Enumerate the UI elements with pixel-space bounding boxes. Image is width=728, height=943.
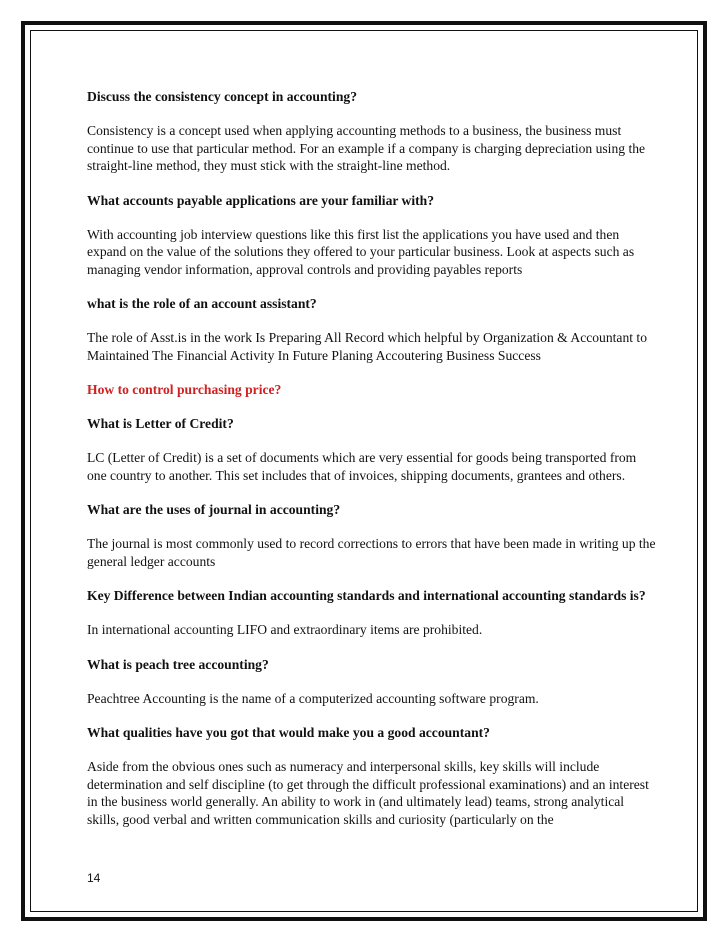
spacer bbox=[87, 707, 657, 724]
answer-journal-uses: The journal is most commonly used to record corrections to errors that have been made in writing up the general ledger accounts bbox=[87, 536, 656, 569]
spacer bbox=[87, 312, 657, 329]
question-letter-of-credit: What is Letter of Credit? bbox=[87, 416, 234, 431]
spacer bbox=[87, 639, 657, 656]
spacer bbox=[87, 209, 657, 226]
answer-peach-tree: Peachtree Accounting is the name of a computerized accounting software program. bbox=[87, 690, 539, 706]
spacer bbox=[87, 570, 657, 587]
question-peach-tree: What is peach tree accounting? bbox=[87, 656, 269, 672]
spacer bbox=[87, 105, 657, 122]
spacer bbox=[87, 398, 657, 415]
spacer bbox=[87, 673, 657, 690]
question-purchasing-price: How to control purchasing price? bbox=[87, 382, 282, 397]
question-consistency-concept: Discuss the consistency concept in accounting? bbox=[87, 89, 357, 104]
spacer bbox=[87, 518, 657, 535]
spacer bbox=[87, 432, 657, 449]
answer-account-assistant: The role of Asst.is in the work Is Preparing All Record which helpful by Organization & Accountant to Maintained The Financial Activity In Future Planing Accoutering Business Success bbox=[87, 330, 648, 363]
spacer bbox=[87, 484, 657, 501]
spacer bbox=[87, 175, 657, 192]
question-accounts-payable: What accounts payable applications are your familiar with? bbox=[87, 192, 435, 208]
answer-consistency-concept: Consistency is a concept used when applying accounting methods to a business, the business must continue to use that particular method. For an example if a company is charging depreciation using the straight-line method, they must stick with the straight-line method. bbox=[87, 123, 646, 173]
spacer bbox=[87, 741, 657, 758]
answer-accounts-payable: With accounting job interview questions like this first list the applications you have used and then expand on the value of the solutions they offered to your particular business. Look at aspects such as managing vendor information, approval controls and providing payables reports bbox=[87, 226, 635, 277]
page-number: 14 bbox=[87, 871, 101, 885]
document-body bbox=[87, 88, 657, 828]
answer-accounting-standards: In international accounting LIFO and extraordinary items are prohibited. bbox=[87, 622, 483, 637]
question-good-accountant-qualities: What qualities have you got that would make you a good accountant? bbox=[87, 725, 490, 740]
spacer bbox=[87, 278, 657, 295]
question-accounting-standards: Key Difference between Indian accounting standards and international accounting standards is? bbox=[87, 588, 646, 603]
spacer bbox=[87, 364, 657, 381]
spacer bbox=[87, 604, 657, 621]
question-journal-uses: What are the uses of journal in accounting? bbox=[87, 502, 341, 517]
question-account-assistant: what is the role of an account assistant? bbox=[87, 296, 317, 311]
answer-good-accountant-qualities: Aside from the obvious ones such as numeracy and interpersonal skills, key skills will include determination and self discipline (to get through the difficult professional examinations) and an interest in the business world generally. An ability to work in (and ultimately lead) teams, strong analytical skills, good verbal and written communication skills and curiosity (particularly on the bbox=[87, 759, 649, 827]
answer-letter-of-credit: LC (Letter of Credit) is a set of documents which are very essential for goods being transported from one country to another. This set includes that of invoices, shipping documents, grantees and others. bbox=[87, 450, 637, 483]
